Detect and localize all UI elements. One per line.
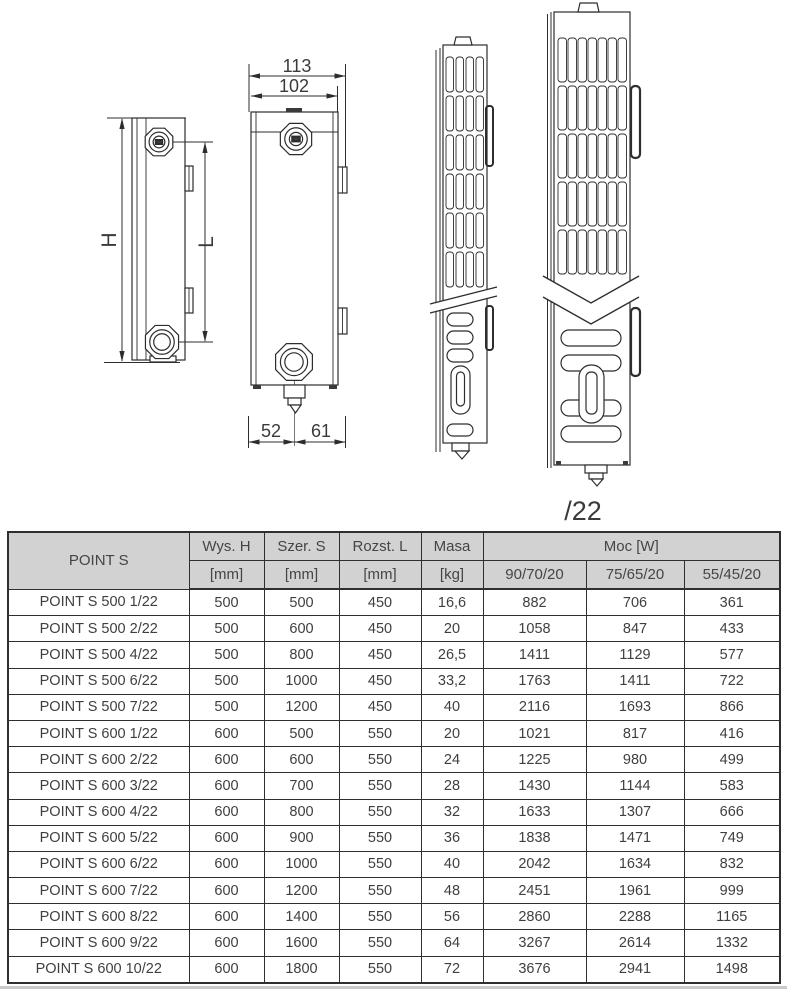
cell-power-75: 847 <box>586 616 684 642</box>
cell-power-55: 999 <box>684 878 780 904</box>
cell-power-90: 3267 <box>483 930 586 956</box>
cell-mass: 56 <box>421 904 483 930</box>
cell-model: POINT S 600 2/22 <box>8 747 189 773</box>
cell-power-75: 1129 <box>586 642 684 668</box>
cell-model: POINT S 600 1/22 <box>8 720 189 746</box>
cell-power-55: 577 <box>684 642 780 668</box>
header-spacing: Rozst. L <box>339 532 421 561</box>
cell-spacing: 450 <box>339 589 421 616</box>
cell-width: 600 <box>264 747 339 773</box>
cell-mass: 20 <box>421 616 483 642</box>
cell-power-55: 749 <box>684 825 780 851</box>
cell-power-90: 3676 <box>483 956 586 983</box>
cell-power-75: 1307 <box>586 799 684 825</box>
cell-spacing: 550 <box>339 930 421 956</box>
cell-model: POINT S 600 8/22 <box>8 904 189 930</box>
dim-label-61: 61 <box>310 421 332 441</box>
cell-width: 800 <box>264 642 339 668</box>
cell-power-90: 1633 <box>483 799 586 825</box>
table-row <box>8 878 780 904</box>
cell-power-90: 1838 <box>483 825 586 851</box>
cell-power-90: 1058 <box>483 616 586 642</box>
table-row <box>8 904 780 930</box>
cell-power-75: 706 <box>586 589 684 616</box>
cell-power-75: 1961 <box>586 878 684 904</box>
header-unit-kg: [kg] <box>421 561 483 590</box>
cell-power-55: 666 <box>684 799 780 825</box>
cell-power-55: 866 <box>684 694 780 720</box>
cell-mass: 28 <box>421 773 483 799</box>
cell-width: 600 <box>264 616 339 642</box>
header-power-90-70-20: 90/70/20 <box>483 561 586 590</box>
cell-mass: 36 <box>421 825 483 851</box>
cell-power-75: 2614 <box>586 930 684 956</box>
cell-spacing: 550 <box>339 773 421 799</box>
table-row <box>8 694 780 720</box>
cell-height: 600 <box>189 825 264 851</box>
cell-power-90: 1225 <box>483 747 586 773</box>
cell-model: POINT S 600 9/22 <box>8 930 189 956</box>
cell-height: 600 <box>189 878 264 904</box>
cell-spacing: 550 <box>339 851 421 877</box>
spec-table <box>7 531 781 984</box>
cell-height: 600 <box>189 773 264 799</box>
dim-label-102: 102 <box>278 76 310 96</box>
cell-spacing: 550 <box>339 956 421 983</box>
cell-height: 500 <box>189 642 264 668</box>
cell-width: 700 <box>264 773 339 799</box>
header-power-55-45-20: 55/45/20 <box>684 561 780 590</box>
cell-spacing: 550 <box>339 825 421 851</box>
cell-model: POINT S 600 3/22 <box>8 773 189 799</box>
cell-height: 600 <box>189 956 264 983</box>
cell-width: 1200 <box>264 694 339 720</box>
table-row <box>8 773 780 799</box>
table-row <box>8 956 780 983</box>
cell-width: 900 <box>264 825 339 851</box>
header-height: Wys. H <box>189 532 264 561</box>
cell-mass: 26,5 <box>421 642 483 668</box>
cell-power-55: 1332 <box>684 930 780 956</box>
cell-model: POINT S 600 6/22 <box>8 851 189 877</box>
cell-height: 600 <box>189 904 264 930</box>
cell-spacing: 450 <box>339 668 421 694</box>
table-row <box>8 747 780 773</box>
cell-power-75: 1693 <box>586 694 684 720</box>
cell-spacing: 450 <box>339 694 421 720</box>
cell-mass: 24 <box>421 747 483 773</box>
cell-height: 500 <box>189 694 264 720</box>
cell-power-75: 2941 <box>586 956 684 983</box>
table-row <box>8 825 780 851</box>
cell-model: POINT S 500 7/22 <box>8 694 189 720</box>
cell-height: 600 <box>189 747 264 773</box>
cell-power-90: 2860 <box>483 904 586 930</box>
cell-power-55: 1498 <box>684 956 780 983</box>
header-unit-mm: [mm] <box>264 561 339 590</box>
spec-table-body <box>8 589 780 983</box>
cell-model: POINT S 500 1/22 <box>8 589 189 616</box>
cell-power-55: 1165 <box>684 904 780 930</box>
cell-power-55: 433 <box>684 616 780 642</box>
cell-model: POINT S 600 10/22 <box>8 956 189 983</box>
cell-power-55: 722 <box>684 668 780 694</box>
cell-model: POINT S 600 4/22 <box>8 799 189 825</box>
table-row <box>8 589 780 616</box>
cell-power-90: 1763 <box>483 668 586 694</box>
radiator-section-wide <box>543 3 640 486</box>
cell-model: POINT S 600 7/22 <box>8 878 189 904</box>
header-power-75-65-20: 75/65/20 <box>586 561 684 590</box>
cell-width: 800 <box>264 799 339 825</box>
cell-power-55: 361 <box>684 589 780 616</box>
table-row <box>8 851 780 877</box>
cell-power-75: 2288 <box>586 904 684 930</box>
cell-height: 500 <box>189 668 264 694</box>
header-unit-mm: [mm] <box>339 561 421 590</box>
cell-width: 1400 <box>264 904 339 930</box>
cell-spacing: 550 <box>339 747 421 773</box>
cell-model: POINT S 500 4/22 <box>8 642 189 668</box>
cell-power-90: 2116 <box>483 694 586 720</box>
cell-height: 600 <box>189 720 264 746</box>
cell-power-55: 499 <box>684 747 780 773</box>
header-unit-mm: [mm] <box>189 561 264 590</box>
cell-width: 1800 <box>264 956 339 983</box>
cell-width: 1000 <box>264 668 339 694</box>
cell-power-90: 2042 <box>483 851 586 877</box>
cell-mass: 16,6 <box>421 589 483 616</box>
cell-height: 500 <box>189 616 264 642</box>
cell-power-55: 416 <box>684 720 780 746</box>
dim-label-l: L <box>195 236 218 248</box>
cell-mass: 40 <box>421 694 483 720</box>
cell-mass: 64 <box>421 930 483 956</box>
cell-height: 600 <box>189 851 264 877</box>
cell-spacing: 450 <box>339 642 421 668</box>
cell-model: POINT S 600 5/22 <box>8 825 189 851</box>
dim-label-52: 52 <box>260 421 282 441</box>
section-type-label: /22 <box>564 496 602 526</box>
table-row <box>8 930 780 956</box>
table-row <box>8 642 780 668</box>
dim-label-h: H <box>98 232 121 248</box>
cell-mass: 33,2 <box>421 668 483 694</box>
cell-height: 600 <box>189 799 264 825</box>
table-row <box>8 799 780 825</box>
cell-width: 500 <box>264 589 339 616</box>
cell-power-90: 1411 <box>483 642 586 668</box>
radiator-section-narrow <box>430 37 497 459</box>
cell-power-75: 1471 <box>586 825 684 851</box>
spec-table-header <box>8 532 780 589</box>
cell-power-55: 832 <box>684 851 780 877</box>
cell-width: 500 <box>264 720 339 746</box>
table-row <box>8 668 780 694</box>
table-row <box>8 720 780 746</box>
cell-mass: 72 <box>421 956 483 983</box>
cell-power-90: 1021 <box>483 720 586 746</box>
cell-width: 1000 <box>264 851 339 877</box>
cell-power-90: 882 <box>483 589 586 616</box>
cell-power-75: 1411 <box>586 668 684 694</box>
table-row <box>8 616 780 642</box>
cell-height: 600 <box>189 930 264 956</box>
cell-power-75: 1634 <box>586 851 684 877</box>
cell-power-75: 817 <box>586 720 684 746</box>
side-view-drawing <box>249 64 348 448</box>
cell-spacing: 550 <box>339 878 421 904</box>
cell-mass: 48 <box>421 878 483 904</box>
cell-mass: 20 <box>421 720 483 746</box>
header-width: Szer. S <box>264 532 339 561</box>
cell-width: 1600 <box>264 930 339 956</box>
header-model: POINT S <box>8 532 189 589</box>
cell-spacing: 550 <box>339 799 421 825</box>
cell-power-90: 1430 <box>483 773 586 799</box>
cell-model: POINT S 500 6/22 <box>8 668 189 694</box>
dim-label-113: 113 <box>282 56 312 76</box>
cell-width: 1200 <box>264 878 339 904</box>
header-mass: Masa <box>421 532 483 561</box>
cell-spacing: 550 <box>339 720 421 746</box>
cell-spacing: 550 <box>339 904 421 930</box>
cell-spacing: 450 <box>339 616 421 642</box>
cell-power-75: 980 <box>586 747 684 773</box>
cell-mass: 40 <box>421 851 483 877</box>
cell-mass: 32 <box>421 799 483 825</box>
cell-power-90: 2451 <box>483 878 586 904</box>
header-power: Moc [W] <box>483 532 780 561</box>
cell-power-55: 583 <box>684 773 780 799</box>
cell-power-75: 1144 <box>586 773 684 799</box>
cell-height: 500 <box>189 589 264 616</box>
cell-model: POINT S 500 2/22 <box>8 616 189 642</box>
